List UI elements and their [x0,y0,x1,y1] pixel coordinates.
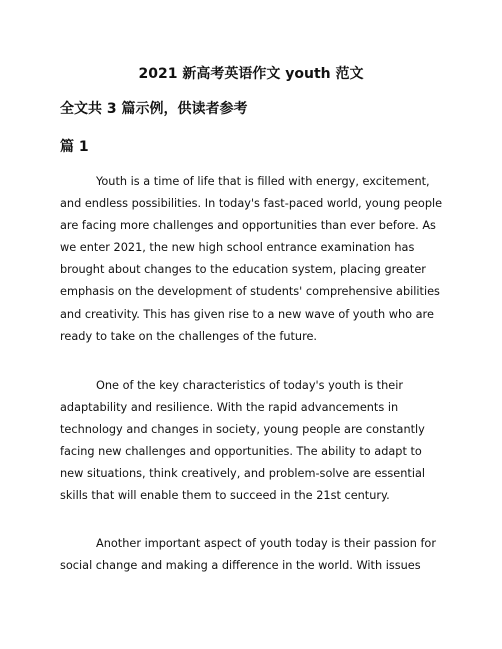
body-paragraph-2: One of the key characteristics of today's youth is their adaptability and resilience. With the rapid advancements in technology and changes in society, young people are constantly facing new challenges and opportunities. The ability to adapt to new situations, think creatively, and problem-solve are essential skills that will enable them to succeed in the 21st century. [60,379,426,503]
document-subtitle: 全文共 3 篇示例，供读者参考 [60,101,248,117]
body-paragraph-1: Youth is a time of life that is filled with energy, excitement, and endless possibilities. In today's fast-paced world, young people are facing more challenges and opportunities than ever before. As we enter 2021, the new high school entrance examination has brought about changes to the education system, placing greater emphasis on the development of students' comprehensive abilities and creativity. This has given rise to a new wave of youth who are ready to take on the challenges of the future. [60,175,443,343]
section-heading: 篇 1 [60,139,89,155]
body-paragraph-3: Another important aspect of youth today is their passion for social change and making a difference in the world. With issues [60,537,436,573]
document-title: 2021 新高考英语作文 youth 范文 [138,66,364,82]
